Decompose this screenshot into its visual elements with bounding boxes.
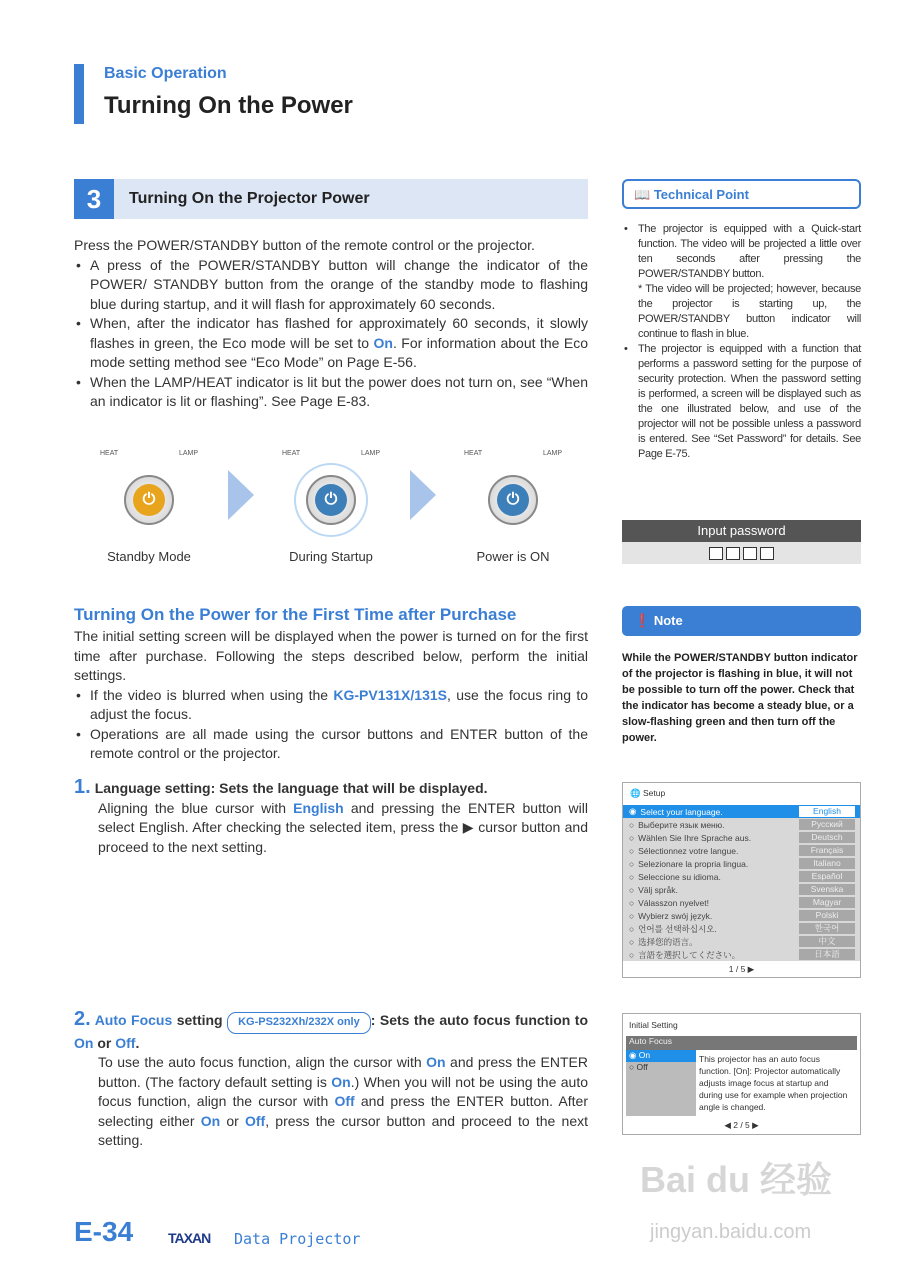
english-term: English (293, 799, 344, 816)
prompt: 选择您的语言。 (638, 936, 698, 947)
text: and pressing the ENTER button will select English. After checking the selected item, press the ▶ cursor button and proceed to the next setting. (98, 799, 588, 855)
arrow-right-icon (410, 470, 436, 520)
step-3-body (74, 236, 588, 412)
language-row[interactable] (623, 922, 860, 935)
prompt: Select your language. (640, 806, 723, 817)
setup-menu-screenshot (622, 782, 861, 978)
text: , use the focus ring to adjust the focus. (90, 686, 588, 722)
language-option: Magyar (799, 897, 855, 908)
technical-point-body (622, 222, 861, 462)
text: . (135, 1034, 140, 1051)
title: Setup (642, 788, 666, 798)
option-off: ○ Off (629, 1062, 648, 1072)
t: , press the cursor button and proceed to the next setting. (98, 1112, 588, 1148)
page-title: Turning On the Power (104, 92, 353, 119)
radio-icon: ○ (629, 845, 635, 856)
language-option: Deutsch (799, 832, 855, 843)
language-option: Español (799, 871, 855, 882)
arrow-right-icon (228, 470, 254, 520)
state-label: Power is ON (476, 549, 550, 564)
label: On (638, 1050, 651, 1060)
on-term: On (74, 1034, 94, 1051)
radio-icon: ◉ (629, 806, 637, 816)
lamp-indicator: LAMP (360, 450, 380, 457)
radio-icon: ○ (629, 897, 635, 908)
radio-icon: ○ (629, 819, 635, 830)
step-number: 3 (74, 179, 114, 219)
initial-title: Initial Setting (629, 1020, 678, 1030)
language-row[interactable] (623, 909, 860, 922)
step-3-header (74, 179, 588, 219)
technical-point-label: Technical Point (653, 187, 749, 202)
lamp-indicator: LAMP (178, 450, 198, 457)
heat-indicator: HEAT (100, 450, 119, 457)
radio-icon: ○ (629, 884, 635, 895)
language-row[interactable] (623, 948, 860, 961)
bullet: • The projector is equipped with a Quick-start function. The video will be projected a little over ten seconds after pressing the POWER/STANDBY button. (622, 222, 861, 282)
label: Off (636, 1062, 648, 1072)
diagram-power-on (458, 450, 568, 564)
setup-title: 🌐 Setup (630, 788, 666, 798)
password-screen (622, 520, 861, 564)
text: setting (172, 1012, 228, 1028)
bullet (74, 314, 588, 373)
language-row[interactable] (623, 844, 860, 857)
book-icon: 📖 (634, 187, 654, 202)
page-indicator: 1 / 5 ▶ (728, 964, 755, 974)
heat-indicator: HEAT (282, 450, 301, 457)
radio-icon: ○ (629, 871, 635, 882)
language-option: Italiano (799, 858, 855, 869)
t: and press the ENTER button. (The factory default setting is (98, 1054, 589, 1090)
language-row[interactable] (623, 818, 860, 831)
header-accent-bar (74, 64, 84, 124)
language-option: Polski (799, 910, 855, 921)
footnote: * The video will be projected; however, because the projector is starting up, the POWER/STANDBY button indicator will continue to flash in blue. (638, 283, 861, 340)
bullet (74, 686, 588, 725)
password-title: Input password (622, 520, 861, 542)
on-term: On (331, 1073, 351, 1090)
section-label: Basic Operation (104, 65, 227, 82)
step-text (74, 1053, 588, 1151)
radio-icon: ○ (629, 832, 635, 843)
radio-icon: ○ (629, 923, 635, 934)
brand-logo: TAXAN (168, 1230, 211, 1246)
t: or (220, 1112, 245, 1129)
text: : Sets the auto focus function to (370, 1012, 589, 1028)
language-option: Svenska (799, 884, 855, 895)
radio-icon: ○ (629, 949, 635, 960)
af-term: Auto Focus (94, 1012, 173, 1028)
step-number: 2. (74, 1008, 91, 1030)
on-term: On (373, 334, 393, 351)
off-term: Off (115, 1034, 136, 1051)
step-number: 1. (74, 776, 91, 798)
language-option: English (799, 806, 855, 817)
text: If the video is blurred when using the (90, 686, 334, 703)
language-row[interactable] (623, 805, 860, 818)
initial-setting-screenshot (622, 1013, 861, 1135)
prompt: Seleccione su idioma. (638, 871, 721, 882)
language-row[interactable] (623, 870, 860, 883)
language-option: 日本語 (799, 949, 855, 960)
watermark-logo: Bai du 经验 (640, 1159, 833, 1200)
note-header (622, 606, 861, 636)
power-button-icon: ⏻ (124, 475, 174, 525)
prompt: Wybierz swój język. (638, 910, 713, 921)
radio-icon: ○ (629, 910, 635, 921)
page-number: E-34 (74, 1216, 134, 1247)
product-name: Data Projector (234, 1230, 361, 1248)
language-option: Русский (799, 819, 855, 830)
language-row[interactable] (623, 857, 860, 870)
t: .) When you will not be using the auto focus function, align the cursor with (98, 1073, 589, 1109)
text: Aligning the blue cursor with (98, 799, 294, 816)
note-label: Note (653, 613, 683, 628)
prompt: Välj språk. (638, 884, 678, 895)
prompt: Válasszon nyelvet! (638, 897, 710, 908)
language-row[interactable] (623, 831, 860, 844)
bullet: • A press of the POWER/STANDBY button will change the indicator of the POWER/ STANDBY button from the orange of the standby mode to flashing blue during startup, and it will flash for approximately 60 seconds. (74, 256, 588, 315)
t: To use the auto focus function, align the cursor with (98, 1054, 427, 1070)
radio-icon: ○ (629, 936, 635, 947)
first-time-body (74, 627, 588, 764)
diagram-standby (94, 450, 204, 564)
prompt: Выберите язык меню. (638, 819, 725, 830)
prompt: Selezionare la propria lingua. (638, 858, 749, 869)
step-title: Turning On the Projector Power (129, 190, 370, 207)
step-text (74, 799, 588, 858)
prompt: 言語を選択してください。 (638, 949, 741, 960)
diagram-startup (276, 450, 386, 564)
heat-indicator: HEAT (464, 450, 483, 457)
text: When, after the indicator has flashed for approximately 60 seconds, it slowly flashes in green, the Eco mode will be set to (90, 315, 588, 351)
step-2 (74, 1010, 588, 1151)
technical-point-header (622, 179, 861, 209)
section-bar: Auto Focus (626, 1036, 857, 1050)
note-text: While the POWER/STANDBY button indicator of the projector is flashing in blue, it will not be possible to turn off the power. Check that the indicator has become a steady blue, or a slow-flashing green and then turn off the power. (622, 652, 858, 744)
on-term: On (426, 1054, 446, 1070)
on-term: On (200, 1112, 221, 1129)
password-boxes (622, 542, 861, 564)
state-label: During Startup (289, 549, 373, 564)
model-name: KG-PV131X/131S (333, 686, 447, 703)
watermark-url: jingyan.baidu.com (650, 1221, 812, 1243)
t: and press the ENTER button. After selecting either (98, 1093, 589, 1129)
language-row[interactable] (623, 896, 860, 909)
off-term: Off (245, 1112, 266, 1129)
power-button-icon: ⏻ (488, 475, 538, 525)
option-on: ◉ On (626, 1050, 696, 1062)
bullet: • The projector is equipped with a function that performs a password setting for the purpose of security protection. When the password setting is performed, a screen will be displayed such as the one illustrated below, and use of the projector will not be possible unless a password is entered. See “Set Password” for details. See Page E-75. (622, 342, 861, 462)
language-row[interactable] (623, 883, 860, 896)
language-option: 中文 (799, 936, 855, 947)
radio-icon: ○ (629, 858, 635, 869)
intro: The initial setting screen will be displayed when the power is turned on for the first time after purchase. Following the steps described below, perform the initial settings. (74, 628, 588, 683)
prompt: Wählen Sie Ihre Sprache aus. (638, 832, 752, 843)
state-label: Standby Mode (107, 549, 191, 564)
bullet: • Operations are all made using the cursor buttons and ENTER button of the remote control or the projector. (74, 725, 588, 764)
step-title: Language setting: Sets the language that will be displayed. (94, 780, 488, 796)
intro: Press the POWER/STANDBY button of the remote control or the projector. (74, 237, 535, 253)
text: or (93, 1034, 116, 1051)
subheading: Turning On the Power for the First Time after Purchase (74, 605, 517, 624)
bullet: • When the LAMP/HEAT indicator is lit but the power does not turn on, see “When an indicator is lit or flashing”. See Page E-83. (74, 373, 588, 412)
lamp-indicator: LAMP (542, 450, 562, 457)
language-option: Français (799, 845, 855, 856)
model-tag: KG-PS232Xh/232X only (227, 1012, 371, 1034)
language-row[interactable] (623, 935, 860, 948)
step-1 (74, 778, 588, 857)
language-option: 한국어 (799, 923, 855, 934)
prompt: Sélectionnez votre langue. (638, 845, 739, 856)
off-term: Off (334, 1093, 355, 1109)
text: . For information about the Eco mode setting method see “Eco Mode” on Page E-56. (90, 334, 588, 370)
exclamation-icon: ❗ (634, 613, 654, 628)
description: This projector has an auto focus function. [On]: Projector automatically adjusts image focus at startup and during use for example when projection angle is changed. (696, 1050, 857, 1116)
prompt: 언어를 선택하십시오. (638, 923, 717, 934)
power-button-icon: ⏻ (306, 475, 356, 525)
page-indicator: ◀ 2 / 5 ▶ (724, 1120, 759, 1130)
